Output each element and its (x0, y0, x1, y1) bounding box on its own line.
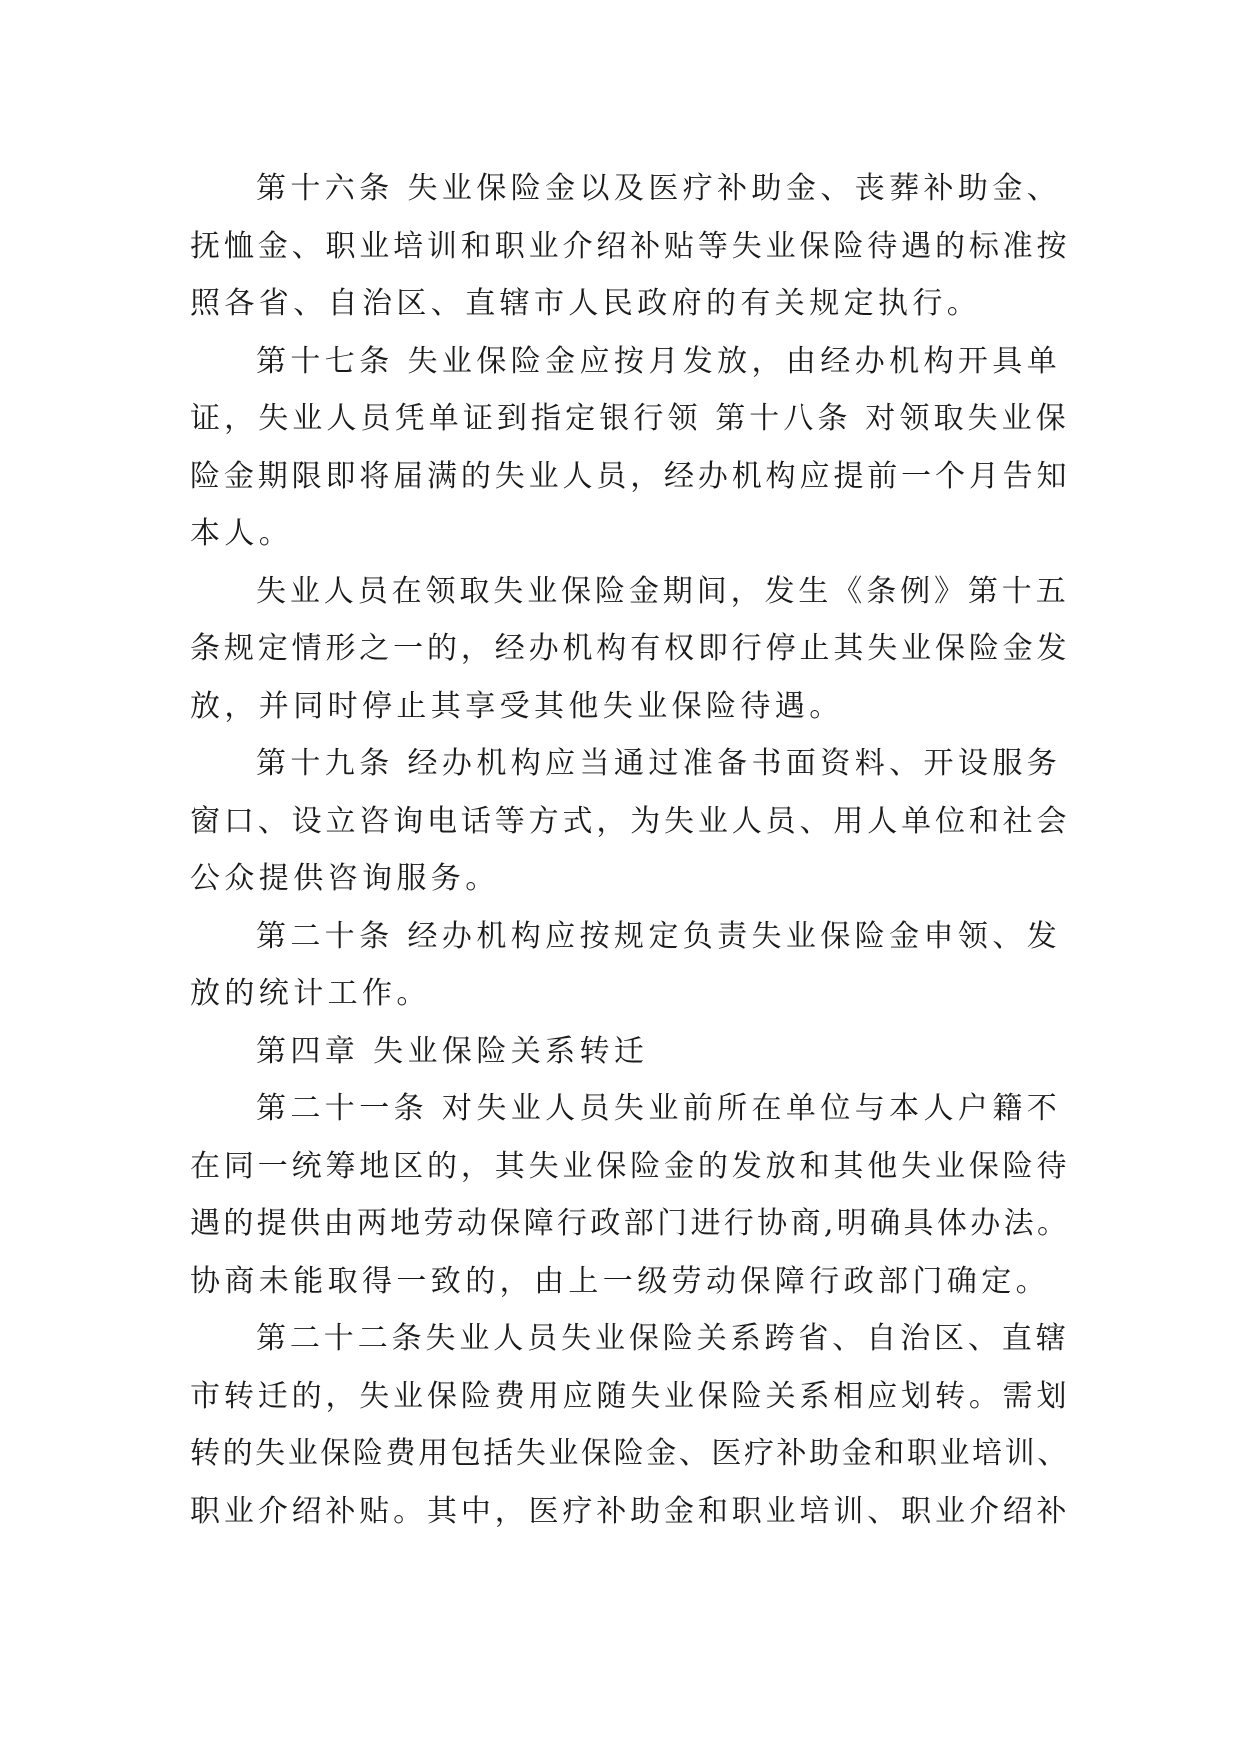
paragraph-line: 条规定情形之一的，经办机构有权即行停止其失业保险金发 (190, 631, 1071, 666)
paragraph-line: 转的失业保险费用包括失业保险金、医疗补助金和职业培训、 (190, 1436, 1070, 1471)
paragraph-line: 抚恤金、职业培训和职业介绍补贴等失业保险待遇的标准按 (190, 228, 1071, 264)
paragraph-line: 证，失业人员凭单证到指定银行领 第十八条 对领取失业保 (190, 401, 1070, 436)
paragraph-line: 放的统计工作。 (190, 976, 431, 1011)
document-body (190, 160, 1070, 1540)
paragraph-line: 公众提供咨询服务。 (190, 861, 500, 896)
paragraph-line: 职业介绍补贴。其中，医疗补助金和职业培训、职业介绍补 (190, 1493, 1071, 1529)
paragraph-first-line: 第四章 失业保险关系转迁 (256, 1033, 649, 1069)
paragraph-line: 本人。 (190, 516, 294, 551)
paragraph-line: 在同一统筹地区的，其失业保险金的发放和其他失业保险待 (190, 1148, 1071, 1184)
paragraph-line: 遇的提供由两地劳动保障行政部门进行协商,明确具体办法。 (190, 1206, 1071, 1241)
paragraph-first-line: 第十六条 失业保险金以及医疗补助金、丧葬补助金、 (256, 171, 1062, 206)
paragraph-line: 放，并同时停止其享受其他失业保险待遇。 (190, 688, 844, 724)
paragraph-line: 照各省、自治区、直辖市人民政府的有关规定执行。 (190, 286, 982, 321)
paragraph-line: 市转迁的，失业保险费用应随失业保险关系相应划转。需划 (190, 1378, 1071, 1414)
paragraph-first-line: 第二十二条失业人员失业保险关系跨省、自治区、直辖 (256, 1321, 1070, 1356)
paragraph-line: 协商未能取得一致的，由上一级劳动保障行政部门确定。 (190, 1263, 1050, 1299)
paragraph-line: 险金期限即将届满的失业人员，经办机构应提前一个月告知 (190, 458, 1071, 494)
paragraph-first-line: 第二十一条 对失业人员失业前所在单位与本人户籍不 (256, 1091, 1062, 1126)
paragraph-first-line: 失业人员在领取失业保险金期间，发生《条例》第十五 (256, 573, 1070, 609)
paragraph-first-line: 第十九条 经办机构应当通过准备书面资料、开设服务 (256, 746, 1062, 781)
paragraph-first-line: 第二十条 经办机构应按规定负责失业保险金申领、发 (256, 918, 1062, 954)
paragraph-first-line: 第十七条 失业保险金应按月发放，由经办机构开具单 (256, 343, 1062, 379)
paragraph-line: 窗口、设立咨询电话等方式，为失业人员、用人单位和社会 (190, 803, 1071, 839)
